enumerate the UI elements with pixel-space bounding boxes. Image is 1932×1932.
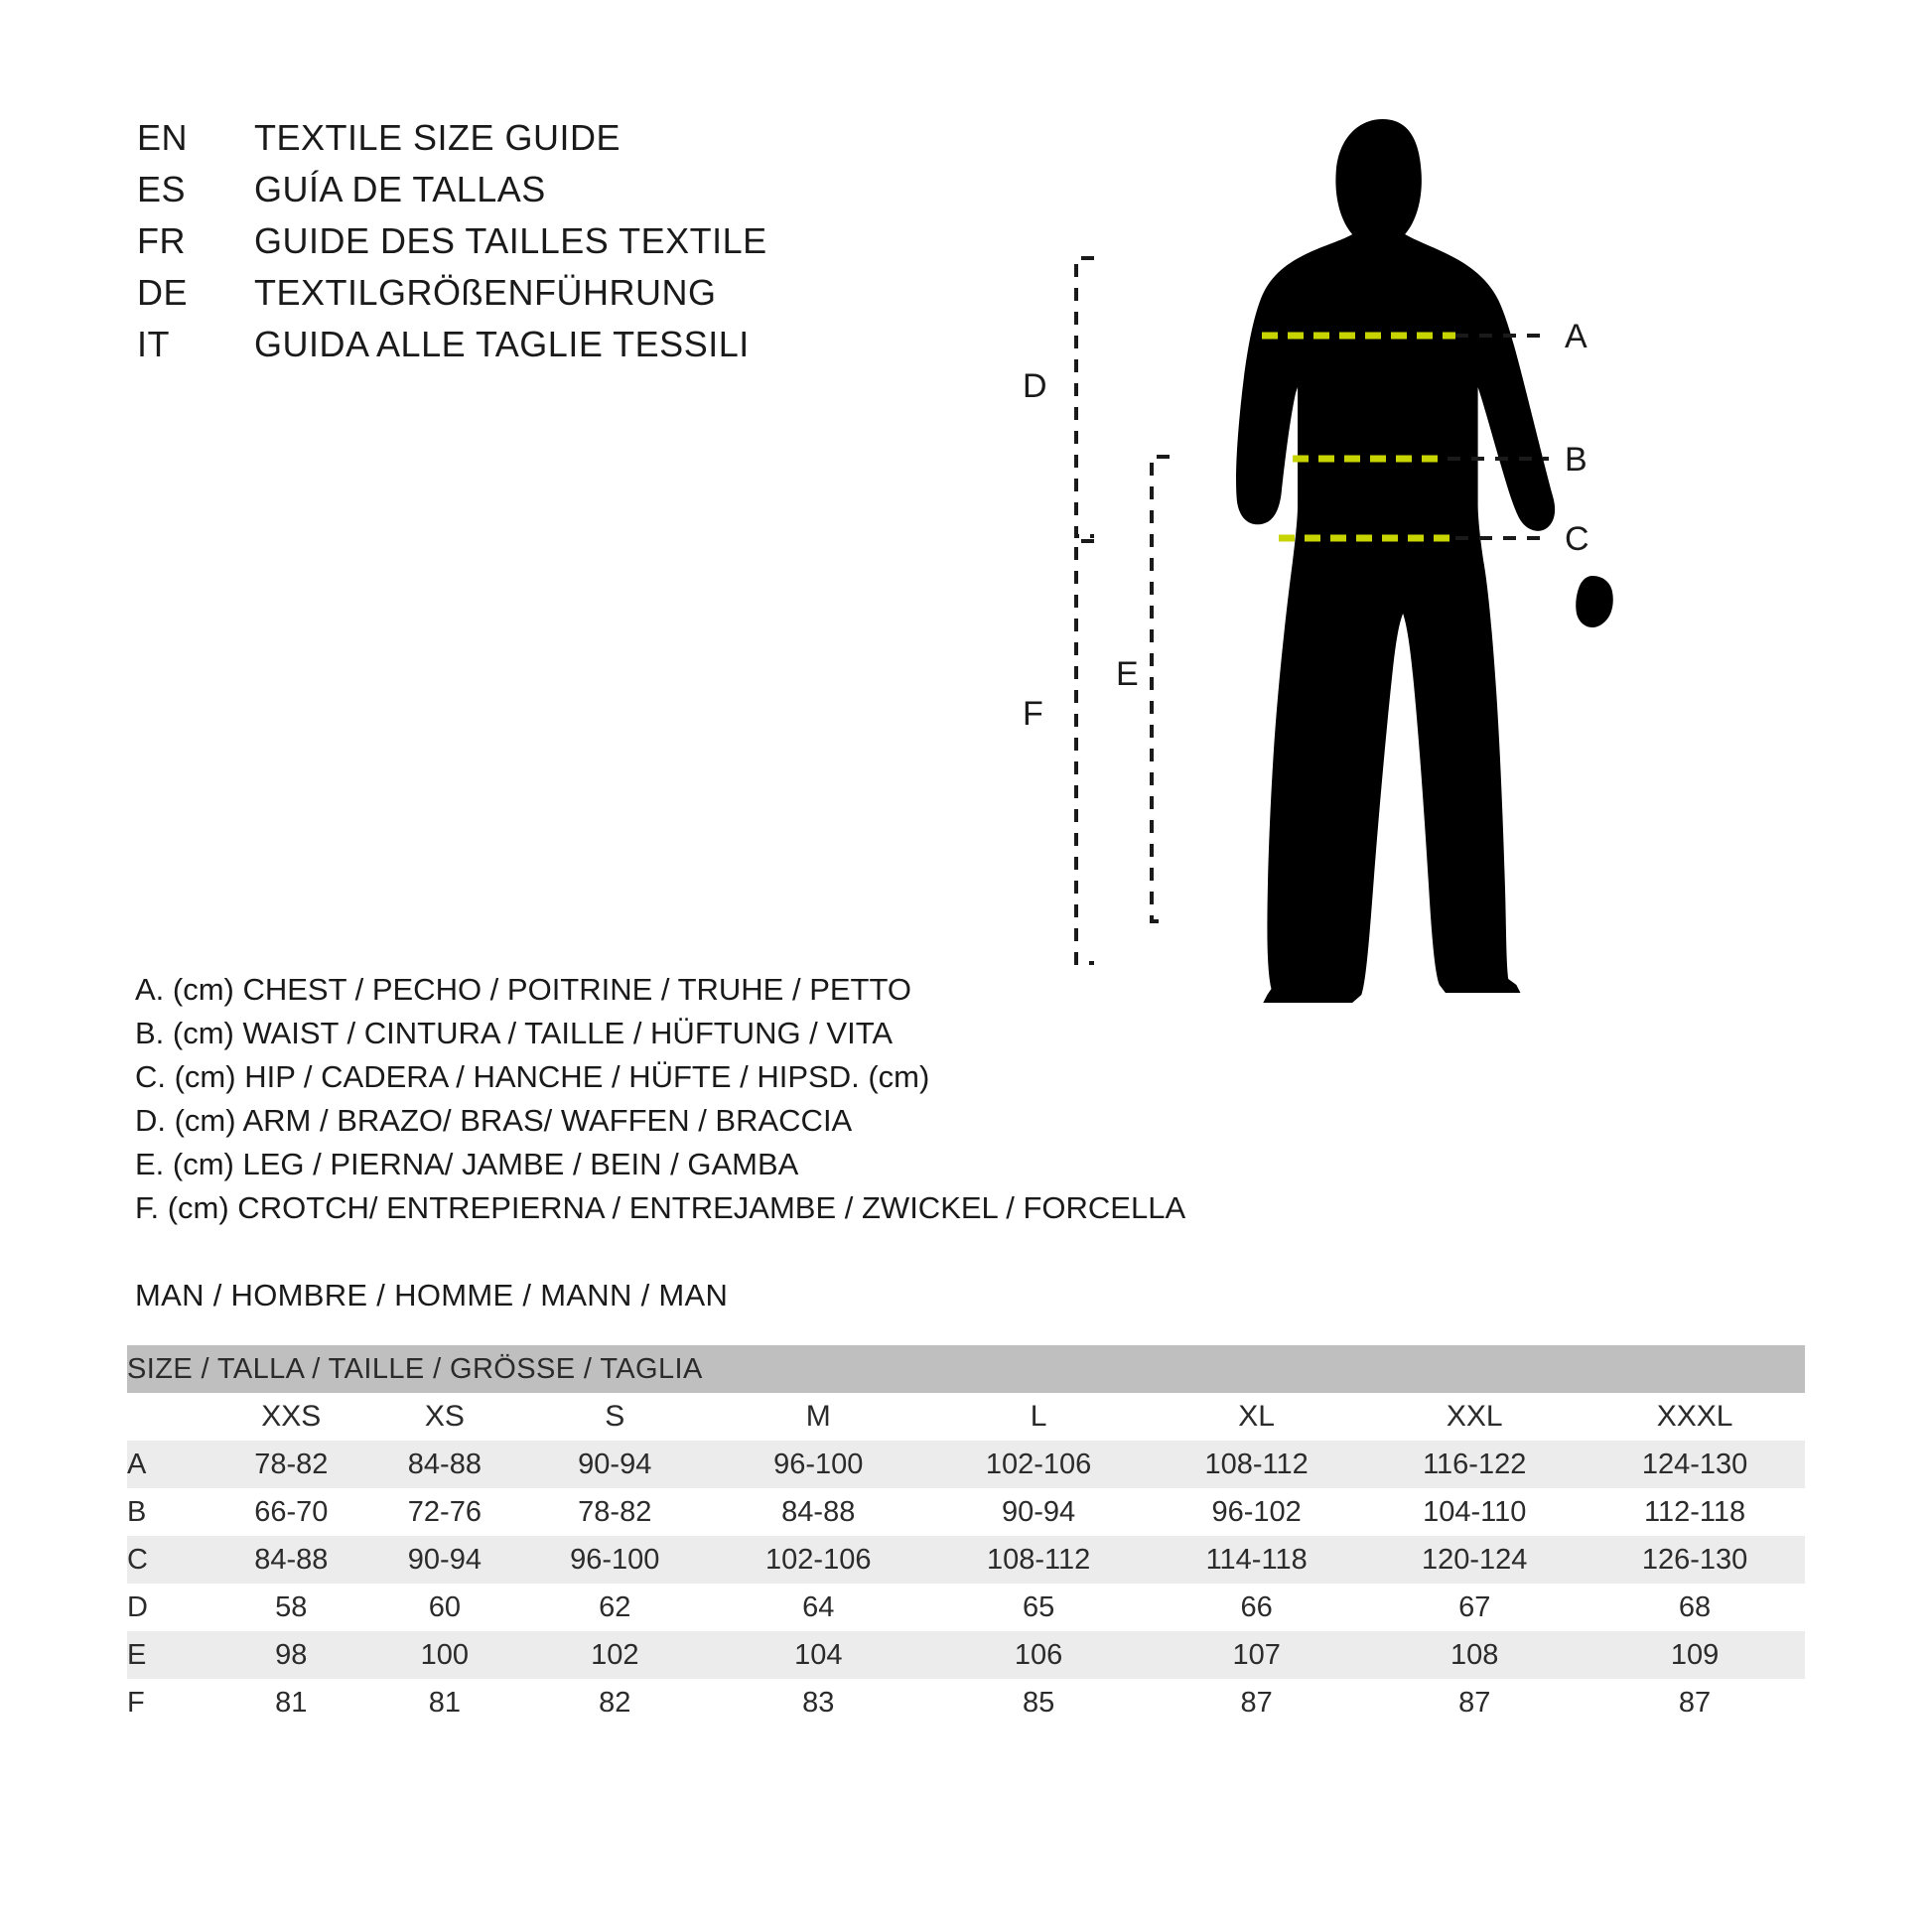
size-header-xs: XS xyxy=(368,1393,522,1441)
language-row xyxy=(137,272,892,324)
table-row xyxy=(127,1488,1805,1536)
cell: 58 xyxy=(214,1584,368,1631)
language-code: DE xyxy=(137,272,189,313)
row-label-a: A xyxy=(127,1441,214,1488)
table-header-label: SIZE / TALLA / TAILLE / GRÖSSE / TAGLIA xyxy=(127,1345,1805,1393)
table-size-row xyxy=(127,1393,1805,1441)
language-code: ES xyxy=(137,169,187,209)
cell: 84-88 xyxy=(368,1441,522,1488)
cell: 114-118 xyxy=(1149,1536,1364,1584)
cell: 60 xyxy=(368,1584,522,1631)
cell: 81 xyxy=(368,1679,522,1726)
gender-label: MAN / HOMBRE / HOMME / MANN / MAN xyxy=(135,1278,729,1312)
language-code: EN xyxy=(137,117,189,158)
label-b: B xyxy=(1565,441,1587,479)
table-row xyxy=(127,1679,1805,1726)
row-label-e: E xyxy=(127,1631,214,1679)
cell: 124-130 xyxy=(1585,1441,1805,1488)
cell: 112-118 xyxy=(1585,1488,1805,1536)
cell: 84-88 xyxy=(708,1488,928,1536)
language-row xyxy=(137,324,892,375)
cell: 84-88 xyxy=(214,1536,368,1584)
legend-item-b: B. (cm) WAIST / CINTURA / TAILLE / HÜFTUNG / VITA xyxy=(135,1016,894,1050)
size-header-l: L xyxy=(928,1393,1149,1441)
cell: 104 xyxy=(708,1631,928,1679)
cell: 102-106 xyxy=(928,1441,1149,1488)
cell: 120-124 xyxy=(1364,1536,1585,1584)
size-table xyxy=(127,1345,1805,1726)
cell: 68 xyxy=(1585,1584,1805,1631)
cell: 66-70 xyxy=(214,1488,368,1536)
cell: 87 xyxy=(1149,1679,1364,1726)
table-row xyxy=(127,1584,1805,1631)
cell: 90-94 xyxy=(368,1536,522,1584)
table-row xyxy=(127,1536,1805,1584)
size-header-m: M xyxy=(708,1393,928,1441)
cell: 126-130 xyxy=(1585,1536,1805,1584)
label-c: C xyxy=(1565,520,1589,558)
cell: 87 xyxy=(1364,1679,1585,1726)
size-header-xxxl: XXXL xyxy=(1585,1393,1805,1441)
cell: 67 xyxy=(1364,1584,1585,1631)
cell: 106 xyxy=(928,1631,1149,1679)
legend-item-e: E. (cm) LEG / PIERNA/ JAMBE / BEIN / GAMBA xyxy=(135,1147,799,1181)
cell: 87 xyxy=(1585,1679,1805,1726)
row-label-f: F xyxy=(127,1679,214,1726)
cell: 82 xyxy=(521,1679,708,1726)
cell: 107 xyxy=(1149,1631,1364,1679)
cell: 108-112 xyxy=(1149,1441,1364,1488)
legend-item-c: C. (cm) HIP / CADERA / HANCHE / HÜFTE / HIPSD. (cm) xyxy=(135,1059,930,1094)
legend-item-a: A. (cm) CHEST / PECHO / POITRINE / TRUHE / PETTO xyxy=(135,972,911,1007)
language-title-block xyxy=(137,117,892,375)
corner-cell xyxy=(127,1393,214,1441)
label-e: E xyxy=(1116,655,1139,693)
cell: 78-82 xyxy=(521,1488,708,1536)
cell: 62 xyxy=(521,1584,708,1631)
cell: 83 xyxy=(708,1679,928,1726)
cell: 96-100 xyxy=(521,1536,708,1584)
row-label-b: B xyxy=(127,1488,214,1536)
cell: 81 xyxy=(214,1679,368,1726)
language-row xyxy=(137,220,892,272)
language-title: TEXTILGRÖßENFÜHRUNG xyxy=(254,272,717,313)
cell: 85 xyxy=(928,1679,1149,1726)
dimension-guides xyxy=(1076,258,1170,963)
table-row xyxy=(127,1441,1805,1488)
size-header-xxl: XXL xyxy=(1364,1393,1585,1441)
language-title: GUIDA ALLE TAGLIE TESSILI xyxy=(254,324,750,364)
cell: 65 xyxy=(928,1584,1149,1631)
size-header-xxs: XXS xyxy=(214,1393,368,1441)
cell: 102-106 xyxy=(708,1536,928,1584)
man-silhouette-icon xyxy=(1236,119,1613,1003)
legend-item-f: F. (cm) CROTCH/ ENTREPIERNA / ENTREJAMBE / ZWICKEL / FORCELLA xyxy=(135,1190,1186,1225)
cell: 98 xyxy=(214,1631,368,1679)
cell: 78-82 xyxy=(214,1441,368,1488)
cell: 116-122 xyxy=(1364,1441,1585,1488)
language-row xyxy=(137,169,892,220)
legend-item-d: D. (cm) ARM / BRAZO/ BRAS/ WAFFEN / BRACCIA xyxy=(135,1103,853,1138)
row-label-c: C xyxy=(127,1536,214,1584)
cell: 96-102 xyxy=(1149,1488,1364,1536)
language-row xyxy=(137,117,892,169)
cell: 64 xyxy=(708,1584,928,1631)
language-title: GUIDE DES TAILLES TEXTILE xyxy=(254,220,767,261)
table-row xyxy=(127,1631,1805,1679)
body-measurement-diagram xyxy=(1013,89,1866,1201)
cell: 108 xyxy=(1364,1631,1585,1679)
language-code: FR xyxy=(137,220,186,261)
cell: 100 xyxy=(368,1631,522,1679)
cell: 102 xyxy=(521,1631,708,1679)
size-header-xl: XL xyxy=(1149,1393,1364,1441)
cell: 104-110 xyxy=(1364,1488,1585,1536)
row-label-d: D xyxy=(127,1584,214,1631)
size-header-s: S xyxy=(521,1393,708,1441)
cell: 90-94 xyxy=(521,1441,708,1488)
cell: 90-94 xyxy=(928,1488,1149,1536)
label-a: A xyxy=(1565,318,1587,355)
cell: 109 xyxy=(1585,1631,1805,1679)
label-f: F xyxy=(1023,695,1043,733)
language-code: IT xyxy=(137,324,170,364)
language-title: TEXTILE SIZE GUIDE xyxy=(254,117,621,158)
cell: 96-100 xyxy=(708,1441,928,1488)
language-title: GUÍA DE TALLAS xyxy=(254,169,546,209)
cell: 108-112 xyxy=(928,1536,1149,1584)
cell: 72-76 xyxy=(368,1488,522,1536)
cell: 66 xyxy=(1149,1584,1364,1631)
label-d: D xyxy=(1023,367,1047,405)
table-header-row xyxy=(127,1345,1805,1393)
